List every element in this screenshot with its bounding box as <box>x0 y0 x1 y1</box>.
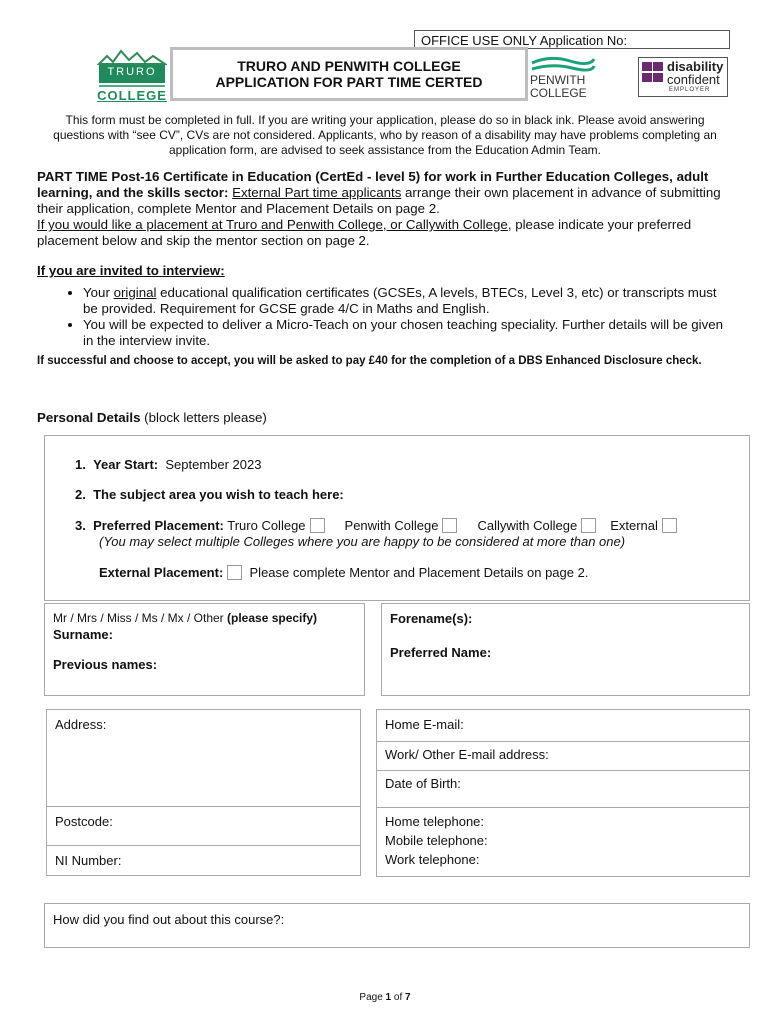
option-penwith-label: Penwith College <box>344 518 439 533</box>
contact-divider-2 <box>377 770 749 771</box>
q1-value: September 2023 <box>165 457 262 472</box>
dob-label: Date of Birth: <box>385 776 461 791</box>
course-title: PART TIME Post-16 Certificate in Education (CertEd - level 5) for work in Further Education Colleges, adult learning, and the skills sector: <box>37 169 709 200</box>
bullet1-post: educational qualification certificates (GCSEs, A levels, BTECs, Level 3, etc) or transcripts must be provided. Requirement for GCSE grade 4/C in Maths and English. <box>83 285 717 316</box>
option-callywith-label: Callywith College <box>477 518 578 533</box>
interview-list <box>37 285 727 349</box>
name-box-left[interactable] <box>44 603 365 696</box>
work-telephone-label: Work telephone: <box>385 852 480 867</box>
q3-number: 3. <box>75 518 86 533</box>
surname-label: Surname: <box>53 627 113 642</box>
title-options-label: Mr / Mrs / Miss / Ms / Mx / Other <box>53 611 224 625</box>
personal-details-heading <box>37 410 737 426</box>
truro-college-logo <box>97 48 167 104</box>
q3-note: (You may select multiple Colleges where you are happy to be considered at more than one) <box>99 534 626 549</box>
questions-box <box>44 435 750 601</box>
find-out-box[interactable] <box>44 903 750 948</box>
find-out-label: How did you find out about this course?: <box>53 912 285 927</box>
penwith-college-logo <box>530 55 596 99</box>
page-total: 7 <box>405 992 411 1003</box>
external-applicants-text: External Part time applicants <box>232 185 402 200</box>
preferred-name-label: Preferred Name: <box>390 645 492 660</box>
penwith-college-text: COLLEGE <box>530 86 587 100</box>
work-email-label: Work/ Other E-mail address: <box>385 747 549 762</box>
truro-checkbox[interactable] <box>310 518 325 533</box>
personal-heading-bold: Personal Details <box>37 410 141 425</box>
employer-logo-text: EMPLOYER <box>669 87 711 93</box>
title-specify-label: (please specify) <box>223 611 318 625</box>
previous-names-label: Previous names: <box>53 657 158 672</box>
page-number <box>0 992 770 1003</box>
penwith-wave-graphic <box>530 55 596 75</box>
callywith-checkbox[interactable] <box>581 518 596 533</box>
external-placement-row <box>99 565 588 581</box>
postcode-label: Postcode: <box>55 814 113 829</box>
interview-heading: If you are invited to interview: <box>37 263 225 278</box>
q3-row <box>75 518 677 534</box>
interview-bullet-1 <box>83 285 727 317</box>
placement-text: If you would like a placement at Truro and Penwith College, or Callywith College <box>37 217 508 232</box>
course-paragraph <box>37 169 737 249</box>
college-logo-text: COLLEGE <box>97 88 167 103</box>
contact-box <box>376 709 750 877</box>
penwith-logo-text: PENWITH <box>530 73 586 87</box>
disability-logo-icon <box>642 62 664 84</box>
q1-number: 1. <box>75 457 86 472</box>
external-placement-label: External Placement: <box>99 565 224 580</box>
q1-label: Year Start: <box>93 457 159 472</box>
option-external-label: External <box>610 518 658 533</box>
external-placement-checkbox[interactable] <box>227 565 242 580</box>
mobile-telephone-label: Mobile telephone: <box>385 833 488 848</box>
postcode-divider <box>47 845 360 846</box>
title-field <box>53 610 317 626</box>
placement-rest: , please indicate your preferred placement below and skip the mentor section on page 2. <box>37 217 692 248</box>
disability-logo-text: disability <box>667 59 724 74</box>
external-applicants-rest: arrange their own placement in advance of submitting their application, complete Mentor and Placement Details on page 2. <box>37 185 721 216</box>
form-title-line1: TRURO AND PENWITH COLLEGE <box>237 58 461 74</box>
q1-row <box>75 457 261 473</box>
personal-heading-note: (block letters please) <box>140 410 267 425</box>
office-use-label: OFFICE USE ONLY Application No: <box>421 33 628 48</box>
dbs-notice: If successful and choose to accept, you will be asked to pay £40 for the completion of a DBS Enhanced Disclosure check. <box>37 355 702 367</box>
form-title-box <box>170 47 528 101</box>
q2-label: The subject area you wish to teach here: <box>93 487 344 502</box>
bullet1-original: original <box>113 285 157 300</box>
q2-number: 2. <box>75 487 86 502</box>
bullet1-pre: Your <box>83 285 114 300</box>
q2-row[interactable] <box>75 487 344 503</box>
contact-divider-3 <box>377 807 749 808</box>
truro-logo-text: TRURO <box>107 66 157 78</box>
interview-bullet-2: • You will be expected to deliver a Micro-Teach on your chosen teaching speciality. Further details will be given in the interview invite. <box>83 317 727 349</box>
address-label: Address: <box>55 717 107 732</box>
form-title-line2: APPLICATION FOR PART TIME CERTED <box>215 74 483 90</box>
intro-text: This form must be completed in full. If you are writing your application, please do so in black ink. Please avoid answering questions with “see CV”, CVs are not considered. Applicants, who by reason of a disability may have problems completing an application form, are advised to seek assistance from the Education Admin Team. <box>53 113 717 157</box>
page-prefix: Page <box>359 992 386 1003</box>
confident-logo-text: confident <box>667 72 720 87</box>
ni-number-label: NI Number: <box>55 853 122 868</box>
external-checkbox[interactable] <box>662 518 677 533</box>
q3-label: Preferred Placement: <box>93 518 224 533</box>
disability-confident-logo <box>638 57 728 97</box>
page-of: of <box>391 992 406 1003</box>
home-telephone-label: Home telephone: <box>385 814 485 829</box>
option-truro-label: Truro College <box>227 518 306 533</box>
forename-label: Forename(s): <box>390 611 473 626</box>
address-divider <box>47 806 360 807</box>
address-box <box>46 709 361 876</box>
name-box-right[interactable] <box>381 603 750 696</box>
contact-divider-1 <box>377 741 749 742</box>
page-current: 1 <box>385 992 392 1003</box>
external-placement-note: Please complete Mentor and Placement Details on page 2. <box>249 565 589 580</box>
home-email-label: Home E-mail: <box>385 717 464 732</box>
penwith-checkbox[interactable] <box>442 518 457 533</box>
